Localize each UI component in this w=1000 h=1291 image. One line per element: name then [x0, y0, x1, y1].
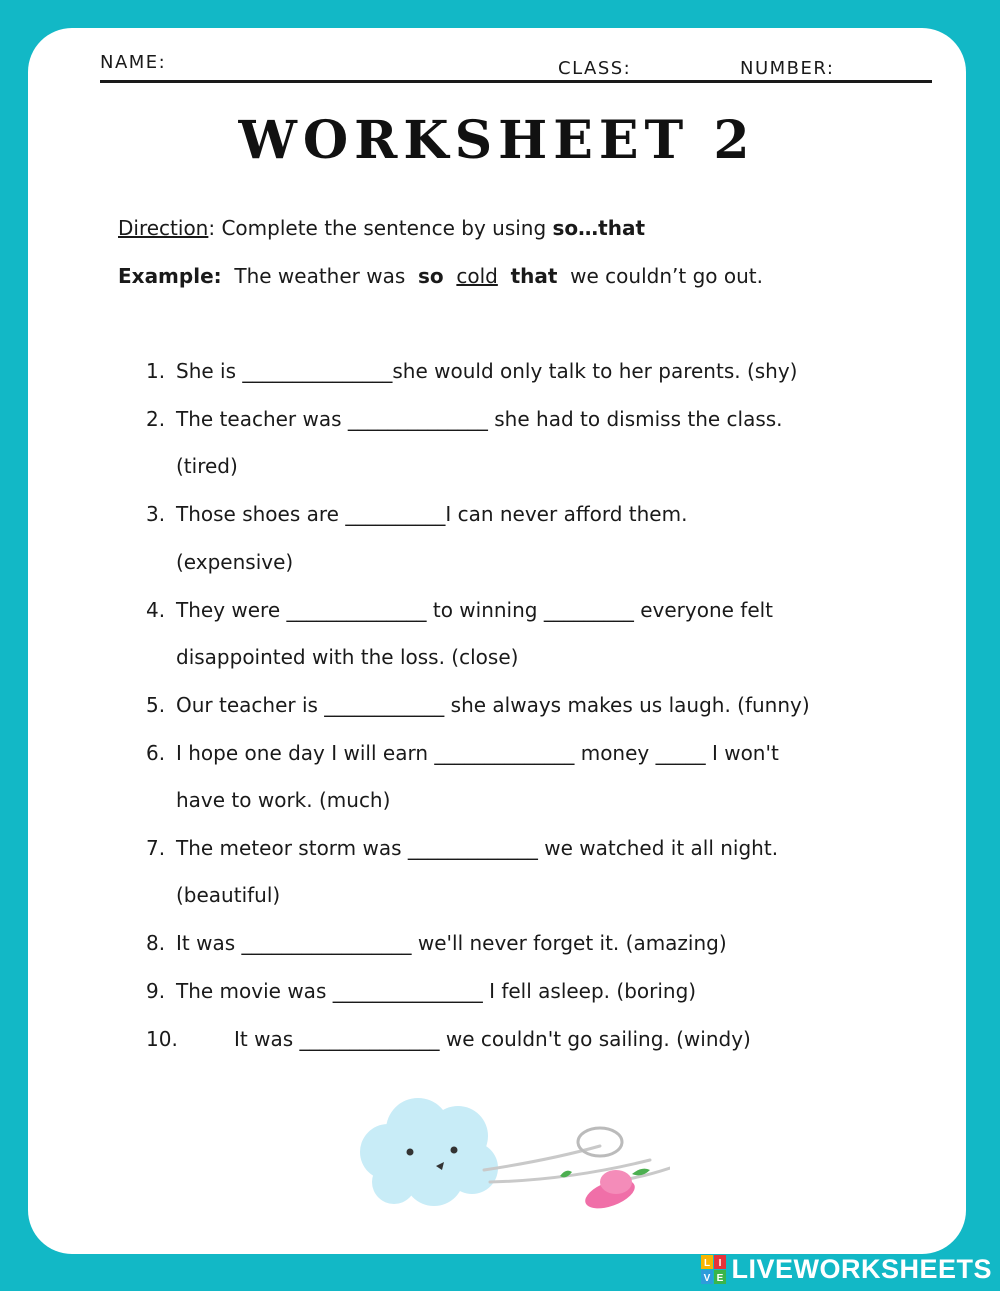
header-rule — [100, 80, 932, 83]
item-text: Those shoes are __________I can never afford them. — [176, 502, 688, 526]
direction-line — [118, 216, 645, 240]
item-number: 8. — [146, 931, 166, 955]
item-text: It was _________________ we'll never forget it. (amazing) — [176, 931, 727, 955]
example-label: Example: — [118, 264, 222, 288]
example-line — [118, 264, 763, 288]
item-number: 10. — [146, 1027, 178, 1051]
item-text: It was ______________ we couldn't go sailing. (windy) — [234, 1027, 751, 1051]
direction-text: : Complete the sentence by using — [208, 216, 553, 240]
item-text: They were ______________ to winning _________ everyone felt — [176, 598, 774, 622]
item-number: 4. — [146, 598, 166, 622]
class-label: CLASS: — [558, 58, 632, 79]
example-that: that — [510, 264, 558, 288]
item-number: 9. — [146, 979, 166, 1003]
item-text: The teacher was ______________ she had to dismiss the class. — [176, 407, 783, 431]
item-text: I hope one day I will earn ______________ money _____ I won't — [176, 741, 779, 765]
cloud-icon — [360, 1098, 498, 1206]
item-number: 5. — [146, 693, 166, 717]
item-text-continued: (tired) — [176, 454, 238, 478]
item-text-continued: disappointed with the loss. (close) — [176, 645, 519, 669]
item-text-continued: (expensive) — [176, 550, 294, 574]
item-number: 2. — [146, 407, 166, 431]
item-text-continued: have to work. (much) — [176, 788, 391, 812]
logo-blocks-icon — [701, 1255, 727, 1285]
worksheet-page — [28, 28, 966, 1254]
item-number: 3. — [146, 502, 166, 526]
cloud-wind-illustration — [350, 1090, 670, 1210]
page-title: WORKSHEET 2 — [238, 110, 756, 171]
name-label: NAME: — [100, 52, 167, 73]
liveworksheets-logo — [701, 1254, 992, 1285]
direction-structure: so…that — [552, 216, 646, 240]
logo-letter: E — [717, 1272, 724, 1284]
item-number: 7. — [146, 836, 166, 860]
logo-letter: I — [719, 1257, 722, 1269]
logo-letter: L — [704, 1257, 711, 1269]
example-word: cold — [456, 264, 498, 288]
number-label: NUMBER: — [740, 58, 835, 79]
item-text: Our teacher is ____________ she always makes us laugh. (funny) — [176, 693, 810, 717]
wind-lines — [484, 1146, 670, 1182]
item-number: 6. — [146, 741, 166, 765]
item-text: The meteor storm was _____________ we watched it all night. — [176, 836, 779, 860]
logo-text: LIVEWORKSHEETS — [731, 1254, 992, 1284]
direction-label: Direction — [118, 216, 209, 240]
item-text: She is _______________she would only talk to her parents. (shy) — [176, 359, 798, 383]
logo-letter: V — [704, 1272, 711, 1284]
item-text-continued: (beautiful) — [176, 883, 281, 907]
example-part1: The weather was — [234, 264, 406, 288]
example-part2: we couldn’t go out. — [570, 264, 763, 288]
item-text: The movie was _______________ I fell asleep. (boring) — [176, 979, 697, 1003]
example-so: so — [418, 264, 444, 288]
item-number: 1. — [146, 359, 166, 383]
